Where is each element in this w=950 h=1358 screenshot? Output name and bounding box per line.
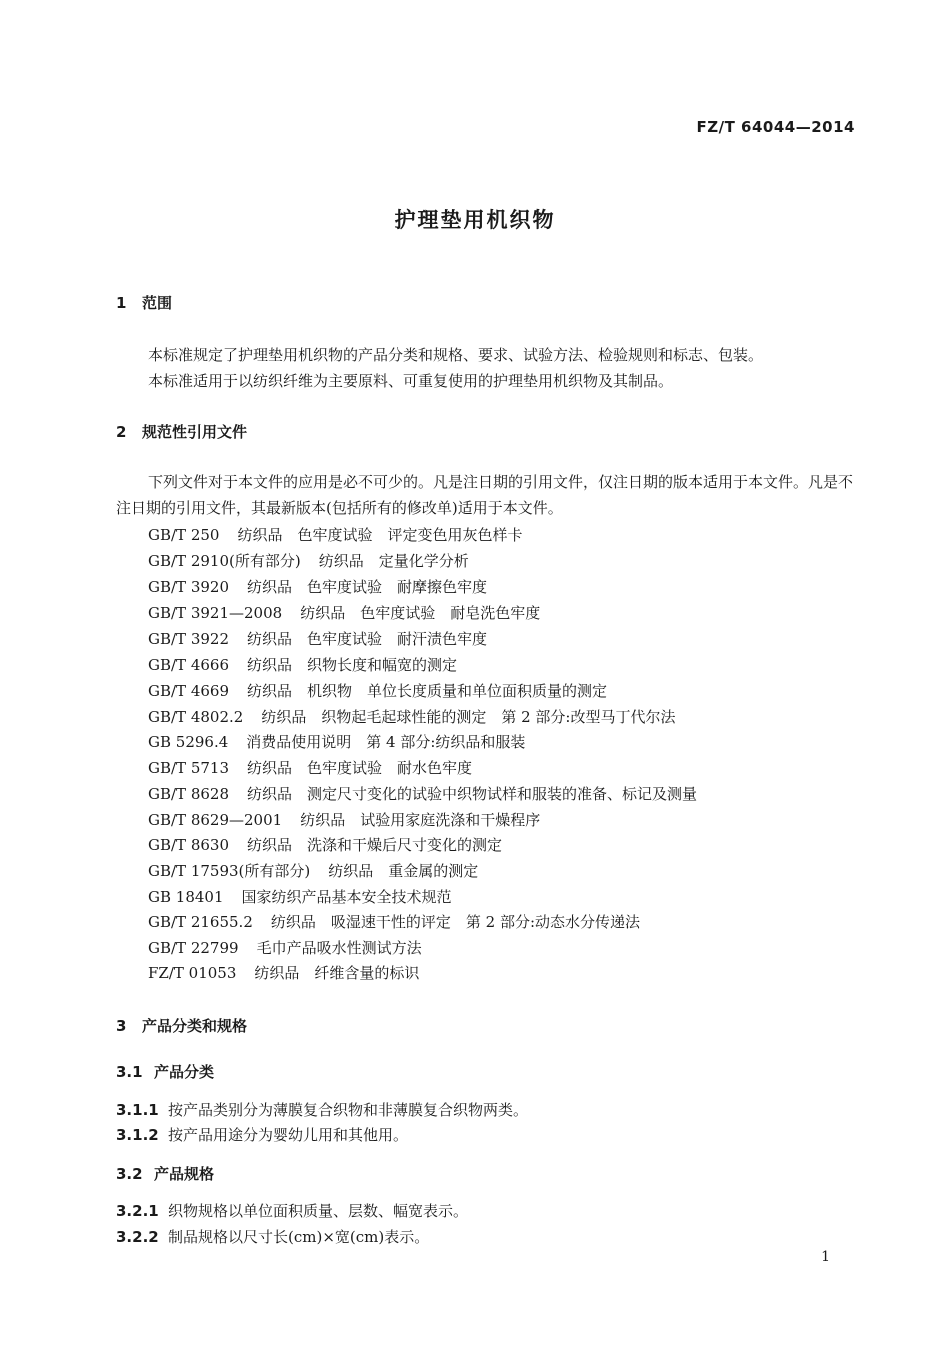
- reference-title: 纺织品 色牢度试验 耐摩擦色牢度: [247, 578, 488, 596]
- reference-item: [148, 680, 607, 701]
- clause-number: 3.2.2: [116, 1228, 159, 1246]
- clause-number: 3.1.2: [116, 1126, 159, 1144]
- reference-title: 消费品使用说明 第 4 部分:纺织品和服装: [246, 733, 526, 751]
- reference-title: 纺织品 纤维含量的标识: [254, 964, 420, 982]
- reference-title: 纺织品 色牢度试验 耐汗渍色牢度: [247, 630, 488, 648]
- section-title: 产品分类和规格: [142, 1017, 248, 1035]
- clause-3-2-2: [116, 1226, 429, 1247]
- subsection-3-1-heading: [116, 1061, 214, 1082]
- reference-item: [148, 731, 525, 752]
- reference-title: 纺织品 重金属的测定: [328, 862, 479, 880]
- reference-title: 纺织品 机织物 单位长度质量和单位面积质量的测定: [247, 682, 608, 700]
- reference-code: GB/T 4802.2: [148, 708, 244, 726]
- reference-code: GB/T 8628: [148, 785, 230, 803]
- clause-text: 按产品用途分为婴幼儿用和其他用。: [168, 1126, 409, 1144]
- clause-text: 按产品类别分为薄膜复合织物和非薄膜复合织物两类。: [168, 1101, 529, 1119]
- reference-item: [148, 962, 419, 983]
- reference-item: [148, 834, 502, 855]
- reference-item: [148, 911, 640, 932]
- reference-code: GB/T 2910(所有部分): [148, 552, 301, 570]
- reference-item: [148, 757, 472, 778]
- reference-code: GB/T 3920: [148, 578, 230, 596]
- section-1-heading: [116, 292, 172, 313]
- subsection-number: 3.2: [116, 1165, 143, 1183]
- clause-3-2-1: [116, 1200, 468, 1221]
- section-number: 2: [116, 423, 127, 441]
- clause-text: 织物规格以单位面积质量、层数、幅宽表示。: [168, 1202, 469, 1220]
- scope-paragraph-1: 本标准规定了护理垫用机织物的产品分类和规格、要求、试验方法、检验规则和标志、包装。: [148, 346, 764, 364]
- reference-title: 毛巾产品吸水性测试方法: [256, 939, 422, 957]
- clause-3-1-1: [116, 1099, 528, 1120]
- reference-item: [148, 654, 457, 675]
- reference-item: [148, 860, 478, 881]
- reference-code: GB/T 21655.2: [148, 913, 253, 931]
- reference-code: GB/T 17593(所有部分): [148, 862, 311, 880]
- reference-code: GB/T 5713: [148, 759, 230, 777]
- section-number: 1: [116, 294, 127, 312]
- clause-number: 3.1.1: [116, 1101, 159, 1119]
- reference-code: FZ/T 01053: [148, 964, 237, 982]
- reference-code: GB 18401: [148, 888, 224, 906]
- reference-item: [148, 706, 675, 727]
- reference-title: 纺织品 洗涤和干燥后尺寸变化的测定: [247, 836, 503, 854]
- page-number: 1: [821, 1249, 830, 1265]
- subsection-title: 产品分类: [154, 1063, 215, 1081]
- section-title: 规范性引用文件: [142, 423, 248, 441]
- reference-title: 国家纺织产品基本安全技术规范: [241, 888, 452, 906]
- reference-title: 纺织品 测定尺寸变化的试验中织物试样和服装的准备、标记及测量: [247, 785, 698, 803]
- clause-number: 3.2.1: [116, 1202, 159, 1220]
- reference-code: GB/T 3922: [148, 630, 230, 648]
- reference-code: GB/T 3921—2008: [148, 604, 283, 622]
- reference-title: 纺织品 吸湿速干性的评定 第 2 部分:动态水分传递法: [270, 913, 641, 931]
- reference-item: [148, 886, 452, 907]
- reference-code: GB/T 8630: [148, 836, 230, 854]
- section-title: 范围: [142, 294, 173, 312]
- section-number: 3: [116, 1017, 127, 1035]
- standard-number: FZ/T 64044—2014: [696, 118, 855, 136]
- reference-item: [148, 628, 487, 649]
- reference-title: 纺织品 色牢度试验 耐皂洗色牢度: [300, 604, 541, 622]
- references-intro: 下列文件对于本文件的应用是必不可少的。凡是注日期的引用文件，仅注日期的版本适用于本文件。凡是不注日期的引用文件，其最新版本(包括所有的修改单)适用于本文件。: [116, 473, 854, 517]
- subsection-3-2-heading: [116, 1163, 214, 1184]
- scope-paragraph-2: 本标准适用于以纺织纤维为主要原料、可重复使用的护理垫用机织物及其制品。: [148, 372, 674, 390]
- reference-code: GB/T 4666: [148, 656, 230, 674]
- reference-code: GB/T 22799: [148, 939, 239, 957]
- reference-title: 纺织品 织物起毛起球性能的测定 第 2 部分:改型马丁代尔法: [261, 708, 676, 726]
- reference-code: GB 5296.4: [148, 733, 229, 751]
- reference-code: GB/T 8629—2001: [148, 811, 283, 829]
- subsection-number: 3.1: [116, 1063, 143, 1081]
- reference-title: 纺织品 色牢度试验 评定变色用灰色样卡: [237, 526, 523, 544]
- reference-item: [148, 524, 522, 545]
- reference-code: GB/T 4669: [148, 682, 230, 700]
- clause-3-1-2: [116, 1124, 408, 1145]
- reference-title: 纺织品 试验用家庭洗涤和干燥程序: [300, 811, 541, 829]
- subsection-title: 产品规格: [154, 1165, 215, 1183]
- clause-text: 制品规格以尺寸长(cm)×宽(cm)表示。: [168, 1228, 430, 1246]
- reference-title: 纺织品 织物长度和幅宽的测定: [247, 656, 458, 674]
- section-2-heading: [116, 421, 247, 442]
- reference-item: [148, 550, 469, 571]
- document-title: 护理垫用机织物: [394, 208, 556, 232]
- reference-title: 纺织品 色牢度试验 耐水色牢度: [247, 759, 473, 777]
- reference-item: [148, 576, 487, 597]
- reference-code: GB/T 250: [148, 526, 220, 544]
- reference-item: [148, 783, 697, 804]
- reference-item: [148, 602, 540, 623]
- section-3-heading: [116, 1015, 247, 1036]
- reference-item: [148, 809, 540, 830]
- reference-item: [148, 937, 422, 958]
- reference-title: 纺织品 定量化学分析: [318, 552, 469, 570]
